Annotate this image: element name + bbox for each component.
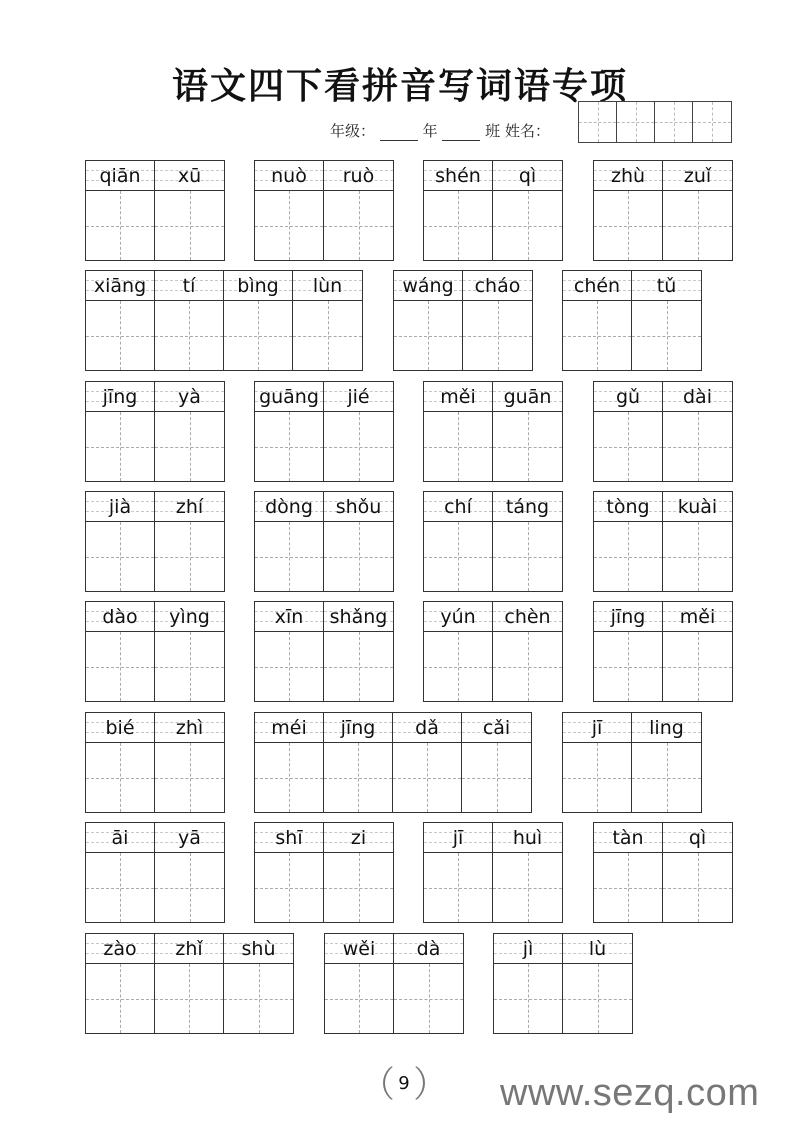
pinyin-text: wáng	[402, 275, 454, 297]
syllable-column	[493, 161, 562, 260]
syllable-column	[86, 713, 155, 812]
syllable-column	[324, 823, 393, 922]
pinyin-label	[463, 271, 532, 301]
pinyin-text: bié	[105, 717, 135, 739]
writing-cell[interactable]	[663, 412, 732, 481]
syllable-column	[155, 934, 224, 1033]
writing-cell[interactable]	[394, 964, 463, 1033]
pinyin-label	[594, 602, 662, 632]
pinyin-label	[424, 492, 492, 522]
pinyin-text: táng	[505, 496, 550, 518]
syllable-column	[493, 823, 562, 922]
writing-cell[interactable]	[462, 743, 531, 812]
syllable-column	[325, 934, 394, 1033]
word-box	[562, 712, 702, 813]
writing-cell[interactable]	[324, 412, 393, 481]
word-box	[85, 160, 225, 261]
pinyin-label	[462, 713, 531, 743]
writing-cell[interactable]	[493, 412, 562, 481]
writing-cell[interactable]	[663, 632, 732, 701]
pinyin-text: lùn	[312, 275, 343, 297]
pinyin-label	[155, 271, 223, 301]
writing-cell[interactable]	[224, 301, 292, 370]
syllable-column	[255, 713, 324, 812]
syllable-column	[86, 934, 155, 1033]
pinyin-label	[255, 382, 323, 412]
pinyin-text: xiāng	[93, 275, 147, 297]
syllable-column	[86, 602, 155, 701]
pinyin-label	[324, 713, 392, 743]
pinyin-label	[255, 161, 323, 191]
pinyin-text: jī	[591, 717, 603, 739]
syllable-column	[632, 271, 701, 370]
writing-cell[interactable]	[155, 853, 224, 922]
student-info	[330, 120, 550, 141]
word-box	[85, 491, 225, 592]
pinyin-text: wěi	[342, 938, 376, 960]
syllable-column	[594, 161, 663, 260]
writing-cell[interactable]	[424, 191, 492, 260]
pinyin-text: shù	[241, 938, 276, 960]
writing-cell[interactable]	[293, 301, 362, 370]
class-blank[interactable]	[442, 126, 480, 141]
writing-cell[interactable]	[424, 632, 492, 701]
word-box	[593, 601, 733, 702]
syllable-column	[494, 934, 563, 1033]
word-box	[593, 822, 733, 923]
word-box	[85, 822, 225, 923]
writing-cell[interactable]	[424, 522, 492, 591]
pinyin-text: zi	[350, 827, 367, 849]
syllable-column	[393, 713, 462, 812]
pinyin-label	[155, 161, 224, 191]
word-box	[85, 601, 225, 702]
syllable-column	[594, 602, 663, 701]
pinyin-text: tǔ	[656, 275, 677, 297]
writing-cell[interactable]	[424, 853, 492, 922]
name-label: 姓名：	[504, 122, 550, 140]
writing-cell[interactable]	[663, 522, 732, 591]
pinyin-label	[155, 713, 224, 743]
pinyin-text: jīng	[340, 717, 376, 739]
grade-label: 年级：	[330, 122, 376, 140]
pinyin-label	[255, 492, 323, 522]
pinyin-label	[424, 602, 492, 632]
pinyin-label	[224, 271, 292, 301]
pinyin-text: xū	[177, 165, 202, 187]
pinyin-label	[155, 382, 224, 412]
pinyin-label	[86, 161, 154, 191]
pinyin-text: zhù	[610, 165, 646, 187]
writing-cell[interactable]	[594, 191, 662, 260]
writing-cell[interactable]	[86, 853, 154, 922]
word-box	[85, 270, 363, 371]
pinyin-text: shǒu	[335, 496, 382, 518]
syllable-column	[86, 271, 155, 370]
pinyin-text: méi	[271, 717, 307, 739]
pinyin-label	[394, 934, 463, 964]
syllable-column	[424, 823, 493, 922]
syllable-column	[493, 602, 562, 701]
writing-cell[interactable]	[563, 301, 631, 370]
pinyin-text: tí	[182, 275, 196, 297]
pinyin-label	[632, 271, 701, 301]
word-box	[423, 160, 563, 261]
pinyin-text: měi	[440, 386, 476, 408]
syllable-column	[255, 492, 324, 591]
pinyin-label	[255, 823, 323, 853]
word-box	[85, 381, 225, 482]
pinyin-label	[255, 602, 323, 632]
writing-cell[interactable]	[632, 743, 701, 812]
pinyin-label	[324, 161, 393, 191]
writing-cell[interactable]	[324, 522, 393, 591]
pinyin-text: ling	[649, 717, 684, 739]
pinyin-label	[563, 934, 632, 964]
pinyin-text: kuài	[677, 496, 718, 518]
syllable-column	[563, 934, 632, 1033]
writing-cell[interactable]	[594, 522, 662, 591]
syllable-column	[155, 161, 224, 260]
pinyin-label	[493, 492, 562, 522]
pinyin-text: dài	[683, 386, 712, 408]
syllable-column	[255, 602, 324, 701]
writing-cell[interactable]	[493, 853, 562, 922]
pinyin-text: zào	[103, 938, 137, 960]
syllable-column	[493, 382, 562, 481]
writing-cell[interactable]	[255, 191, 323, 260]
syllable-column	[663, 823, 732, 922]
syllable-column	[463, 271, 532, 370]
writing-cell[interactable]	[255, 522, 323, 591]
pinyin-text: jī	[452, 827, 464, 849]
syllable-column	[86, 492, 155, 591]
pinyin-text: shī	[275, 827, 303, 849]
writing-cell[interactable]	[255, 853, 323, 922]
class-label: 班	[485, 122, 501, 140]
pinyin-label	[594, 492, 662, 522]
pinyin-text: dòng	[265, 496, 313, 518]
pinyin-label	[155, 934, 223, 964]
pinyin-text: dào	[102, 606, 138, 628]
pinyin-text: jīng	[102, 386, 138, 408]
pinyin-label	[563, 271, 631, 301]
syllable-column	[424, 382, 493, 481]
syllable-column	[663, 602, 732, 701]
syllable-column	[424, 161, 493, 260]
writing-cell[interactable]	[594, 853, 662, 922]
pinyin-text: zhǐ	[175, 938, 203, 960]
syllable-column	[293, 271, 362, 370]
pinyin-text: zhí	[175, 496, 204, 518]
pinyin-text: qì	[688, 827, 707, 849]
pinyin-text: chén	[573, 275, 621, 297]
pinyin-label	[594, 382, 662, 412]
writing-cell[interactable]	[86, 632, 154, 701]
pinyin-text: guān	[503, 386, 552, 408]
page-title: 语文四下看拼音写词语专项	[171, 65, 628, 107]
writing-cell[interactable]	[224, 964, 293, 1033]
word-box	[423, 822, 563, 923]
writing-cell[interactable]	[255, 412, 323, 481]
writing-cell[interactable]	[663, 191, 732, 260]
pinyin-label	[663, 161, 732, 191]
pinyin-label	[324, 382, 393, 412]
pinyin-text: cǎi	[482, 717, 511, 739]
pinyin-label	[493, 602, 562, 632]
pinyin-label	[424, 161, 492, 191]
writing-cell[interactable]	[155, 632, 224, 701]
name-writing-box[interactable]	[578, 101, 732, 143]
syllable-column	[155, 602, 224, 701]
word-box	[254, 381, 394, 482]
pinyin-text: cháo	[474, 275, 521, 297]
pinyin-text: yā	[178, 827, 201, 849]
word-box	[593, 381, 733, 482]
pinyin-text: shǎng	[329, 606, 388, 628]
word-box	[254, 601, 394, 702]
pinyin-label	[324, 823, 393, 853]
watermark: www.sezq.com	[500, 1072, 760, 1114]
pinyin-label	[324, 602, 393, 632]
syllable-column	[86, 823, 155, 922]
pinyin-label	[86, 823, 154, 853]
name-cell[interactable]	[693, 102, 731, 142]
pinyin-label	[324, 492, 393, 522]
pinyin-label	[293, 271, 362, 301]
pinyin-text: yún	[440, 606, 476, 628]
pinyin-label	[594, 823, 662, 853]
pinyin-label	[632, 713, 701, 743]
word-box	[85, 712, 225, 813]
pinyin-text: shén	[435, 165, 481, 187]
pinyin-label	[155, 823, 224, 853]
writing-cell[interactable]	[86, 301, 154, 370]
syllable-column	[493, 492, 562, 591]
syllable-column	[255, 161, 324, 260]
pinyin-text: chèn	[504, 606, 551, 628]
pinyin-label	[493, 823, 562, 853]
pinyin-label	[86, 382, 154, 412]
syllable-column	[563, 713, 632, 812]
word-box	[562, 270, 702, 371]
syllable-column	[324, 382, 393, 481]
name-cell[interactable]	[579, 102, 617, 142]
word-box	[423, 491, 563, 592]
syllable-column	[394, 934, 463, 1033]
writing-cell[interactable]	[325, 964, 393, 1033]
syllable-column	[632, 713, 701, 812]
pinyin-label	[663, 602, 732, 632]
word-box	[324, 933, 464, 1034]
pinyin-text: měi	[679, 606, 716, 628]
pinyin-label	[86, 713, 154, 743]
word-box	[85, 933, 294, 1034]
pinyin-text: jì	[522, 938, 534, 960]
pinyin-text: ruò	[342, 165, 375, 187]
pinyin-text: gǔ	[615, 386, 641, 408]
word-box	[593, 160, 733, 261]
pinyin-text: zuǐ	[683, 165, 712, 187]
writing-cell[interactable]	[394, 301, 462, 370]
pinyin-text: nuò	[271, 165, 307, 187]
word-box	[493, 933, 633, 1034]
syllable-column	[155, 271, 224, 370]
syllable-column	[155, 382, 224, 481]
pinyin-text: dǎ	[415, 717, 439, 739]
writing-cell[interactable]	[155, 743, 224, 812]
pinyin-label	[493, 382, 562, 412]
writing-cell[interactable]	[86, 964, 154, 1033]
writing-cell[interactable]	[424, 412, 492, 481]
pinyin-text: lù	[588, 938, 607, 960]
pinyin-label	[255, 713, 323, 743]
writing-cell[interactable]	[86, 743, 154, 812]
writing-cell[interactable]	[563, 964, 632, 1033]
pinyin-text: tòng	[606, 496, 650, 518]
syllable-column	[663, 382, 732, 481]
syllable-column	[155, 713, 224, 812]
pinyin-label	[86, 271, 154, 301]
writing-cell[interactable]	[632, 301, 701, 370]
syllable-column	[324, 602, 393, 701]
writing-cell[interactable]	[494, 964, 562, 1033]
writing-cell[interactable]	[663, 853, 732, 922]
word-box	[254, 160, 394, 261]
pinyin-text: dà	[416, 938, 441, 960]
writing-cell[interactable]	[255, 632, 323, 701]
syllable-column	[594, 823, 663, 922]
writing-cell[interactable]	[155, 412, 224, 481]
pinyin-label	[663, 823, 732, 853]
writing-cell[interactable]	[393, 743, 461, 812]
year-label: 年	[422, 122, 438, 140]
writing-cell[interactable]	[493, 191, 562, 260]
writing-cell[interactable]	[155, 301, 223, 370]
writing-cell[interactable]	[155, 964, 223, 1033]
syllable-column	[155, 823, 224, 922]
pinyin-label	[86, 934, 154, 964]
writing-cell[interactable]	[463, 301, 532, 370]
pinyin-label	[594, 161, 662, 191]
writing-cell[interactable]	[255, 743, 323, 812]
syllable-column	[155, 492, 224, 591]
pinyin-text: āi	[111, 827, 129, 849]
pinyin-label	[86, 602, 154, 632]
writing-cell[interactable]	[86, 412, 154, 481]
pinyin-label	[424, 823, 492, 853]
pinyin-text: jià	[108, 496, 132, 518]
pinyin-label	[663, 492, 732, 522]
syllable-column	[424, 602, 493, 701]
pinyin-text: guāng	[259, 386, 319, 408]
pinyin-text: yà	[178, 386, 201, 408]
pinyin-text: qiān	[99, 165, 141, 187]
syllable-column	[324, 492, 393, 591]
word-box	[254, 712, 532, 813]
writing-cell[interactable]	[324, 632, 393, 701]
syllable-column	[594, 382, 663, 481]
syllable-column	[462, 713, 531, 812]
syllable-column	[224, 934, 293, 1033]
writing-cell[interactable]	[594, 632, 662, 701]
pinyin-label	[325, 934, 393, 964]
pinyin-text: tàn	[612, 827, 644, 849]
word-box	[423, 601, 563, 702]
syllable-column	[424, 492, 493, 591]
name-cell[interactable]	[617, 102, 655, 142]
syllable-column	[663, 492, 732, 591]
page-number: 9	[383, 1062, 425, 1104]
writing-cell[interactable]	[155, 191, 224, 260]
pinyin-label	[155, 602, 224, 632]
word-box	[393, 270, 533, 371]
word-box	[254, 491, 394, 592]
syllable-column	[224, 271, 293, 370]
pinyin-label	[663, 382, 732, 412]
writing-cell[interactable]	[324, 191, 393, 260]
syllable-column	[663, 161, 732, 260]
syllable-column	[255, 382, 324, 481]
pinyin-text: jīng	[610, 606, 646, 628]
syllable-column	[324, 713, 393, 812]
pinyin-text: huì	[512, 827, 543, 849]
writing-cell[interactable]	[563, 743, 631, 812]
writing-cell[interactable]	[86, 522, 154, 591]
syllable-column	[255, 823, 324, 922]
writing-cell[interactable]	[493, 632, 562, 701]
pinyin-text: zhì	[175, 717, 204, 739]
pinyin-text: bìng	[237, 275, 279, 297]
pinyin-text: yìng	[169, 606, 210, 628]
grade-blank[interactable]	[380, 126, 418, 141]
syllable-column	[86, 161, 155, 260]
word-box	[593, 491, 733, 592]
pinyin-label	[493, 161, 562, 191]
pinyin-label	[393, 713, 461, 743]
writing-cell[interactable]	[324, 743, 392, 812]
word-box	[254, 822, 394, 923]
pinyin-label	[86, 492, 154, 522]
pinyin-text: chí	[444, 496, 472, 518]
syllable-column	[86, 382, 155, 481]
pinyin-text: xīn	[274, 606, 304, 628]
pinyin-label	[563, 713, 631, 743]
pinyin-label	[424, 382, 492, 412]
pinyin-text: qì	[518, 165, 537, 187]
syllable-column	[594, 492, 663, 591]
writing-cell[interactable]	[86, 191, 154, 260]
name-cell[interactable]	[655, 102, 693, 142]
writing-cell[interactable]	[155, 522, 224, 591]
syllable-column	[324, 161, 393, 260]
pinyin-text: jié	[347, 386, 370, 408]
writing-cell[interactable]	[594, 412, 662, 481]
pinyin-label	[394, 271, 462, 301]
syllable-column	[394, 271, 463, 370]
pinyin-label	[155, 492, 224, 522]
syllable-column	[563, 271, 632, 370]
pinyin-label	[494, 934, 562, 964]
writing-cell[interactable]	[324, 853, 393, 922]
writing-cell[interactable]	[493, 522, 562, 591]
pinyin-label	[224, 934, 293, 964]
word-box	[423, 381, 563, 482]
